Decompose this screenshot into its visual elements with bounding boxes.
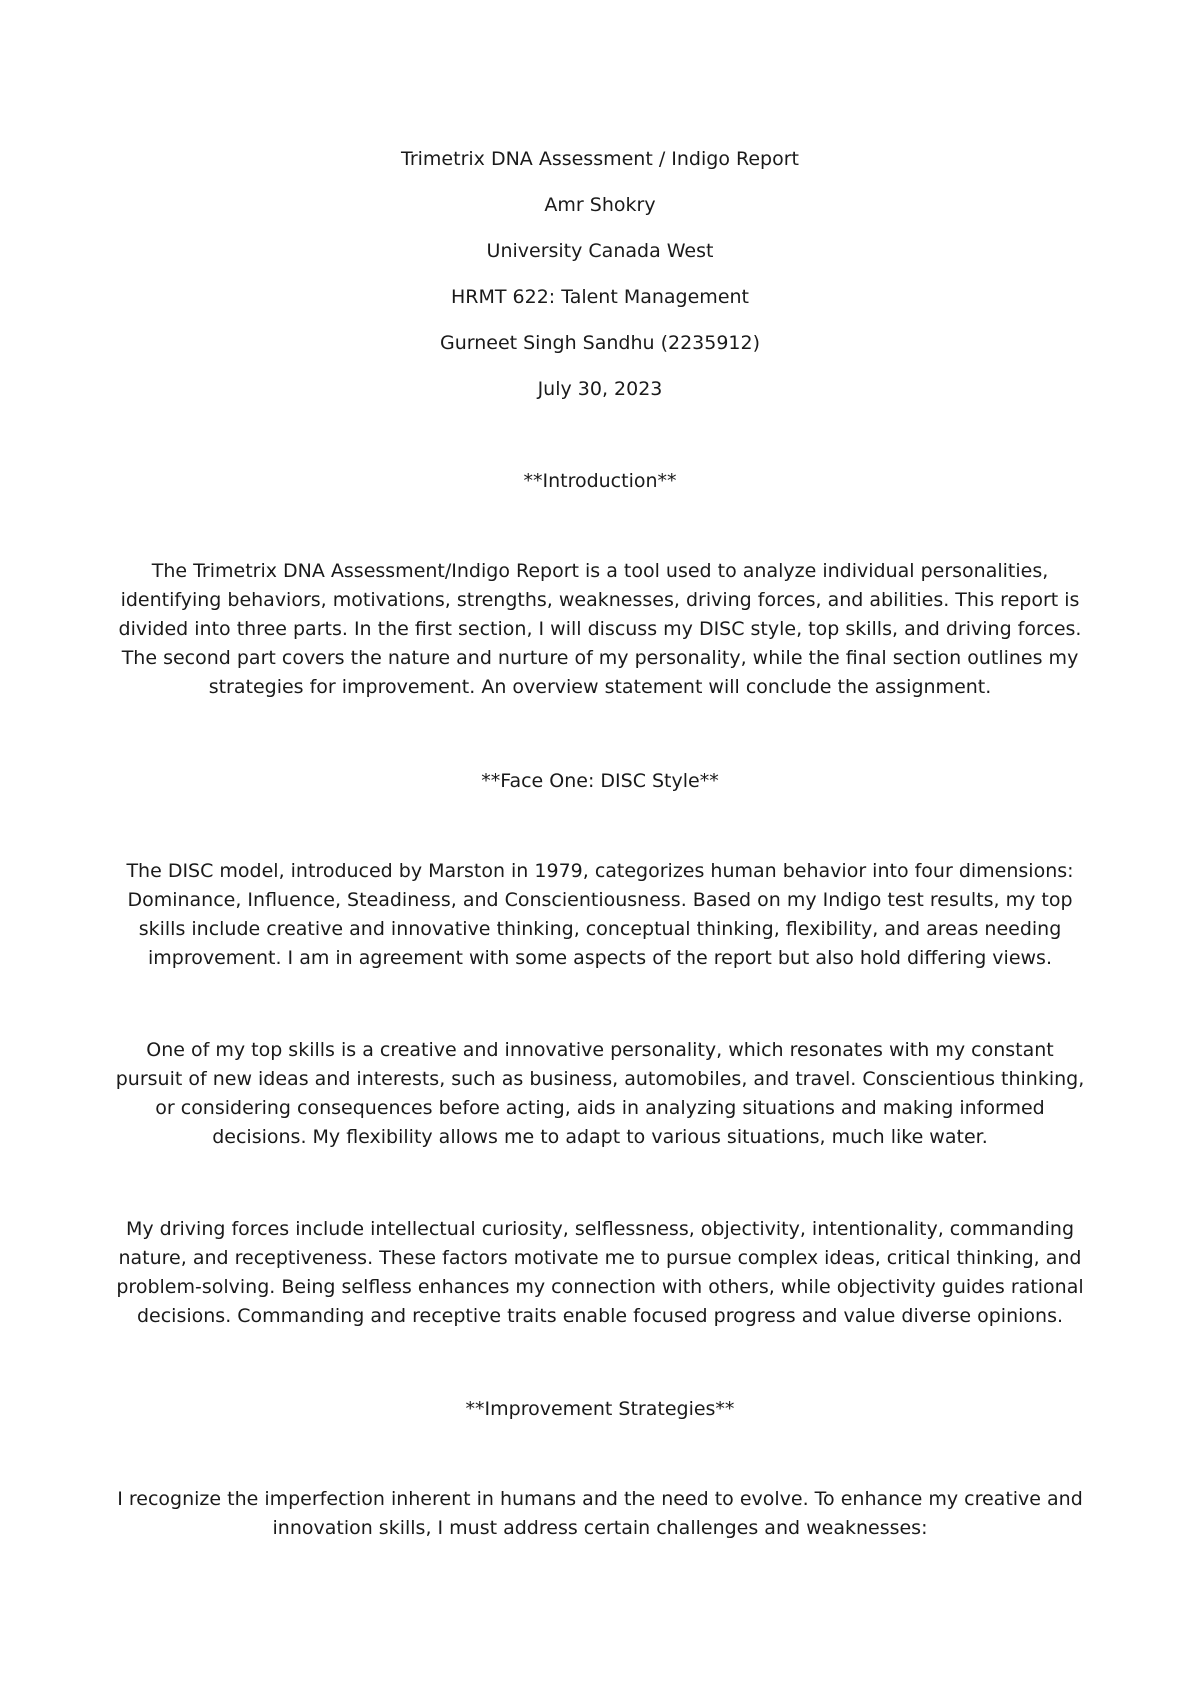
improvement-heading: **Improvement Strategies** bbox=[465, 1398, 735, 1420]
face-one-paragraph-3-line: My driving forces include intellectual curiosity, selflessness, objectivity, intentionality, commanding bbox=[125, 1218, 1075, 1240]
face-one-paragraph-3-line: decisions. Commanding and receptive traits enable focused progress and value diverse opinions. bbox=[136, 1305, 1064, 1327]
face-one-paragraph-2-line: decisions. My flexibility allows me to adapt to various situations, much like water. bbox=[212, 1126, 988, 1148]
face-one-paragraph-3-line: problem-solving. Being selfless enhances my connection with others, while objectivity guides rational bbox=[116, 1276, 1084, 1298]
document-date: July 30, 2023 bbox=[537, 378, 663, 400]
face-one-paragraph-2-line: One of my top skills is a creative and innovative personality, which resonates with my constant bbox=[146, 1039, 1054, 1061]
introduction-line: divided into three parts. In the first section, I will discuss my DISC style, top skills, and driving forces. bbox=[118, 618, 1082, 640]
face-one-paragraph-1-line: Dominance, Influence, Steadiness, and Conscientiousness. Based on my Indigo test results, my top bbox=[127, 889, 1073, 911]
face-one-paragraph-1-line: skills include creative and innovative thinking, conceptual thinking, flexibility, and areas needing bbox=[138, 918, 1062, 940]
improvement-line: I recognize the imperfection inherent in humans and the need to evolve. To enhance my creative and bbox=[117, 1488, 1083, 1510]
introduction-heading: **Introduction** bbox=[523, 470, 677, 492]
face-one-paragraph-1-line: improvement. I am in agreement with some aspects of the report but also hold differing views. bbox=[147, 947, 1052, 969]
improvement-line: innovation skills, I must address certain challenges and weaknesses: bbox=[272, 1517, 928, 1539]
face-one-paragraph-3-line: nature, and receptiveness. These factors motivate me to pursue complex ideas, critical thinking, and bbox=[118, 1247, 1082, 1269]
introduction-line: identifying behaviors, motivations, strengths, weaknesses, driving forces, and abilities. This report is bbox=[120, 589, 1080, 611]
introduction-line: The Trimetrix DNA Assessment/Indigo Report is a tool used to analyze individual personalities, bbox=[151, 560, 1049, 582]
instructor-name: Gurneet Singh Sandhu (2235912) bbox=[439, 332, 761, 354]
introduction-line: The second part covers the nature and nurture of my personality, while the final section outlines my bbox=[121, 647, 1079, 669]
face-one-heading: **Face One: DISC Style** bbox=[481, 770, 719, 792]
author-name: Amr Shokry bbox=[544, 194, 656, 216]
document-title: Trimetrix DNA Assessment / Indigo Report bbox=[401, 148, 799, 170]
face-one-paragraph-2-line: pursuit of new ideas and interests, such as business, automobiles, and travel. Conscientious thinking, bbox=[115, 1068, 1085, 1090]
face-one-paragraph-1-line: The DISC model, introduced by Marston in 1979, categorizes human behavior into four dimensions: bbox=[126, 860, 1074, 882]
face-one-paragraph-2-line: or considering consequences before acting, aids in analyzing situations and making informed bbox=[155, 1097, 1045, 1119]
introduction-line: strategies for improvement. An overview statement will conclude the assignment. bbox=[208, 676, 992, 698]
institution-name: University Canada West bbox=[486, 240, 714, 262]
course-name: HRMT 622: Talent Management bbox=[451, 286, 749, 308]
